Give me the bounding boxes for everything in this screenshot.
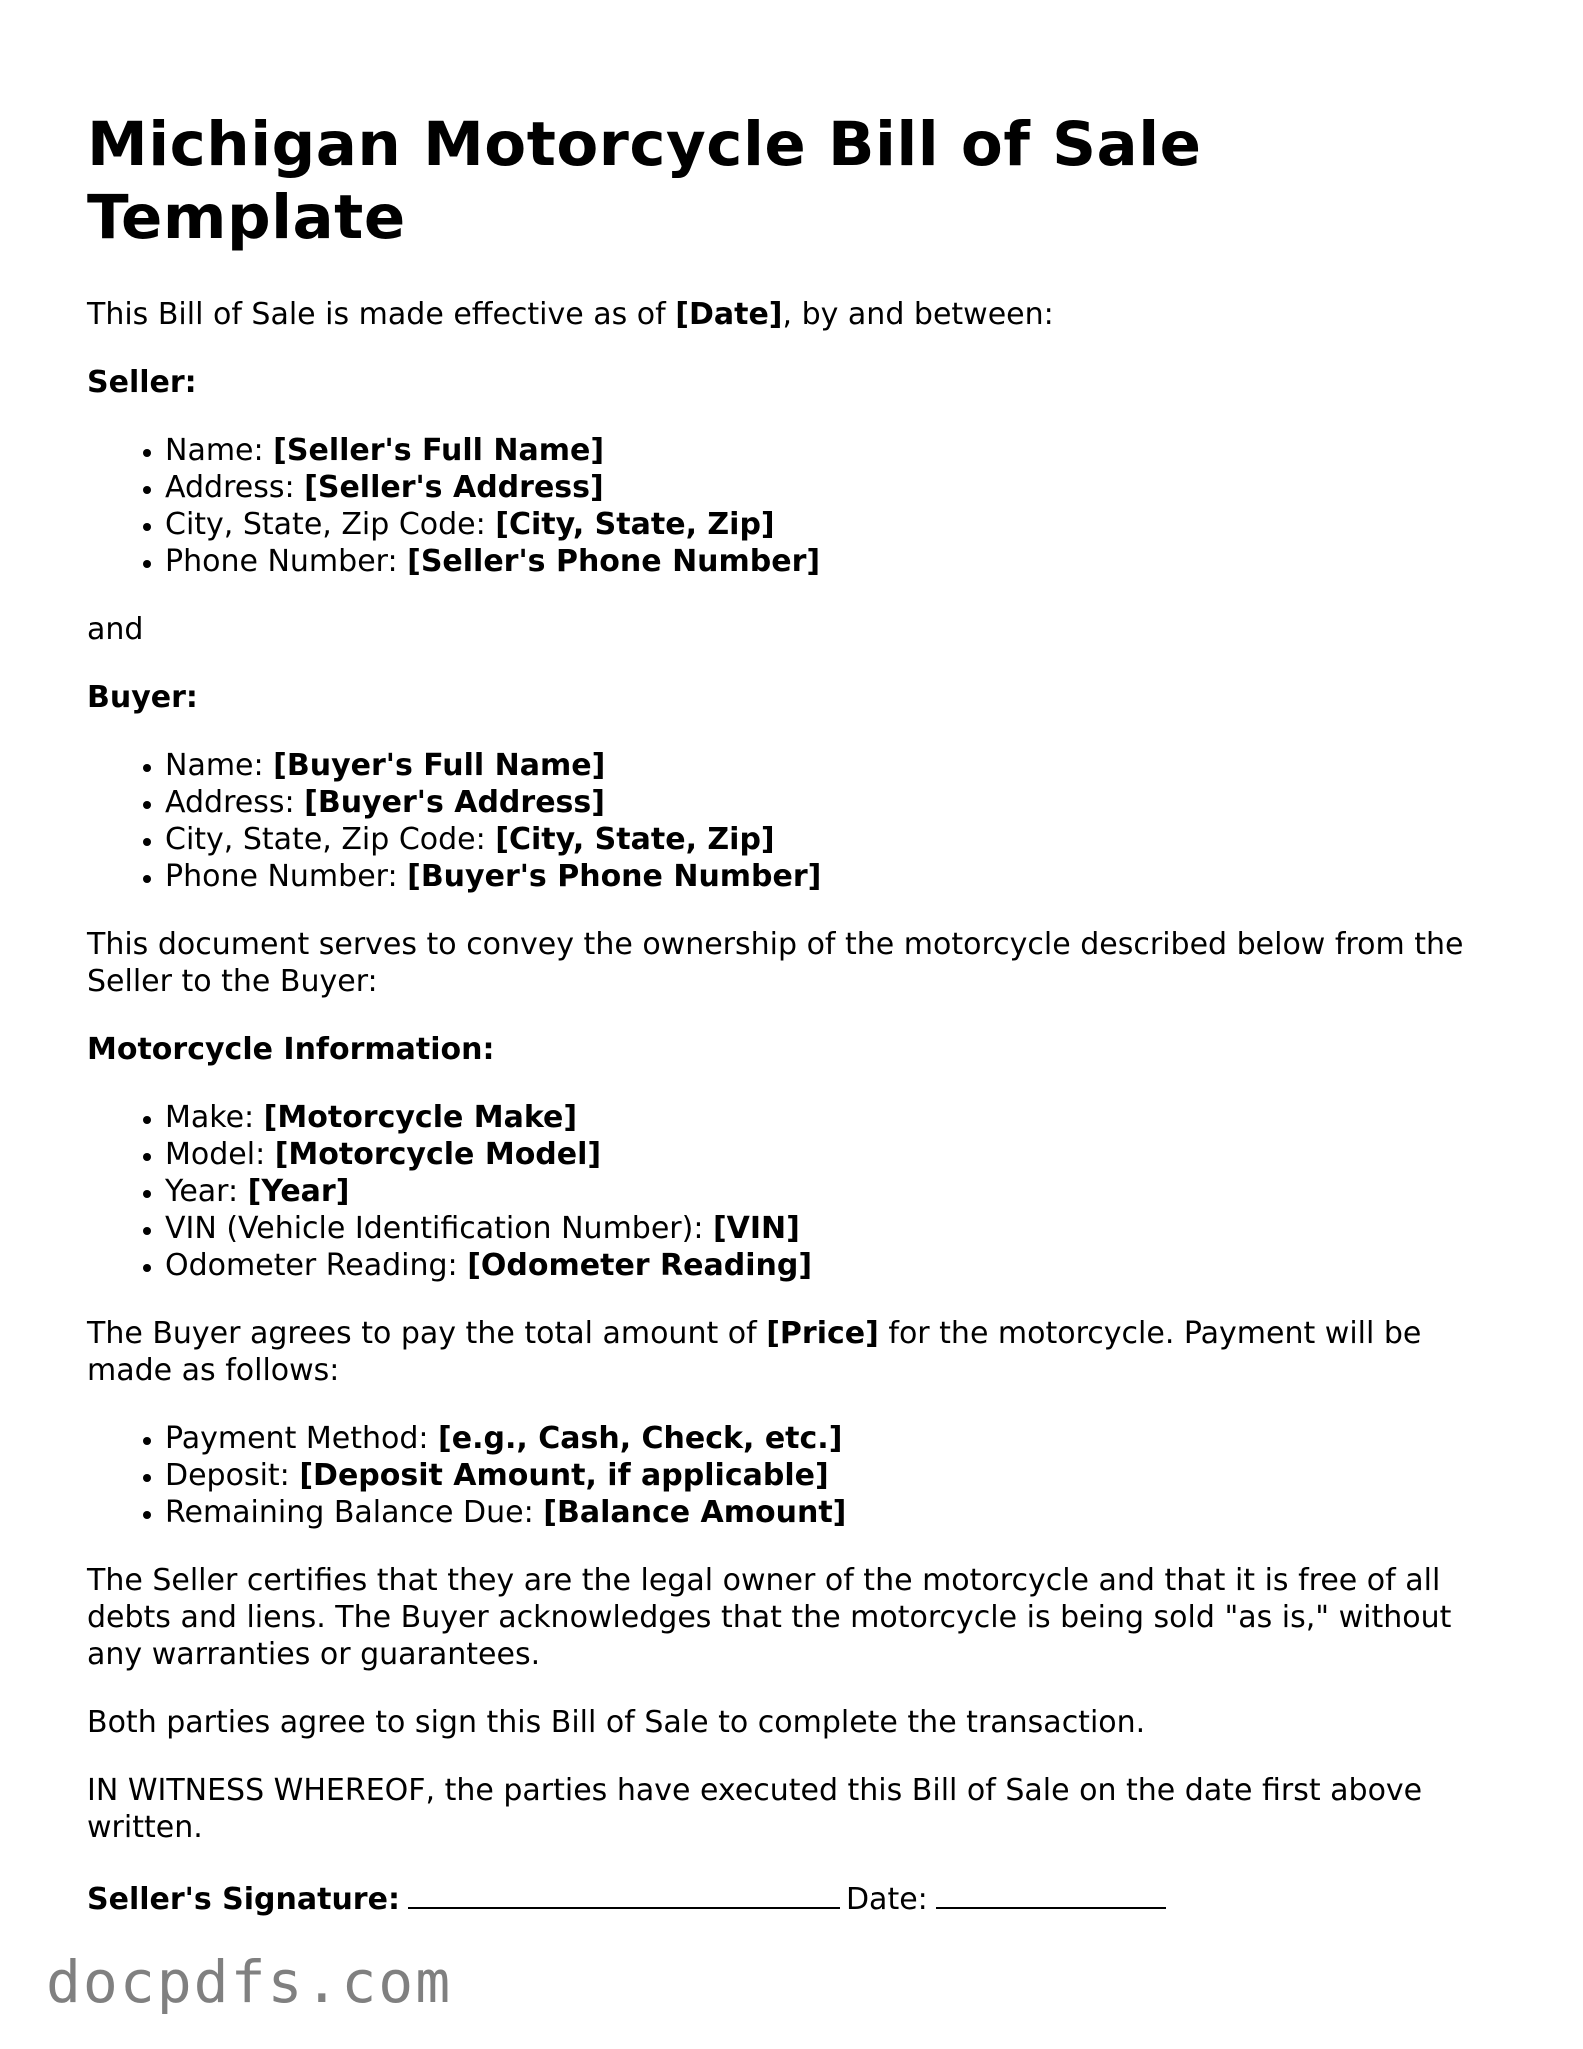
- field-value: [Seller's Phone Number]: [407, 544, 821, 579]
- payment-text-before: The Buyer agrees to pay the total amount of: [87, 1316, 767, 1351]
- list-item: [165, 506, 1507, 543]
- seller-heading: Seller:: [87, 365, 197, 400]
- seller-signature-row: [87, 1877, 1507, 1918]
- field-value: [Balance Amount]: [543, 1495, 847, 1530]
- certify-paragraph: The Seller certifies that they are the legal owner of the motorcycle and that it is free of all debts and liens. The Buyer acknowledges that the motorcycle is being sold "as is," without any warranties or guarantees.: [87, 1563, 1452, 1672]
- list-item: [165, 543, 1507, 580]
- buyer-fields-list: [87, 747, 1507, 895]
- field-value: [Motorcycle Model]: [274, 1137, 602, 1172]
- field-value: [Seller's Address]: [304, 470, 604, 505]
- intro-paragraph: [87, 296, 1507, 333]
- buyer-heading: Buyer:: [87, 680, 198, 715]
- list-item: [165, 1099, 1507, 1136]
- motorcycle-fields-list: [87, 1099, 1507, 1284]
- signature-date-line[interactable]: [936, 1877, 1166, 1909]
- document-page: [87, 108, 1507, 1949]
- field-label: Phone Number:: [165, 544, 408, 579]
- motorcycle-heading: Motorcycle Information:: [87, 1032, 495, 1067]
- field-value: [e.g., Cash, Check, etc.]: [438, 1421, 843, 1456]
- agree-paragraph: Both parties agree to sign this Bill of Sale to complete the transaction.: [87, 1705, 1146, 1740]
- list-item: [165, 747, 1507, 784]
- list-item: [165, 784, 1507, 821]
- date-placeholder: [Date]: [675, 297, 783, 332]
- field-value: [Odometer Reading]: [467, 1248, 813, 1283]
- field-label: Model:: [165, 1137, 275, 1172]
- list-item: [165, 432, 1507, 469]
- payment-text-after: for the motorcycle. Payment will be made as follows:: [87, 1316, 1422, 1388]
- field-label: City, State, Zip Code:: [165, 822, 496, 857]
- field-label: Name:: [165, 748, 274, 783]
- field-value: [Year]: [247, 1174, 350, 1209]
- field-label: Address:: [165, 785, 305, 820]
- price-placeholder: [Price]: [766, 1316, 879, 1351]
- field-label: Make:: [165, 1100, 264, 1135]
- list-item: [165, 1420, 1507, 1457]
- list-item: [165, 1136, 1507, 1173]
- watermark: docpdfs.com: [46, 1948, 453, 2016]
- list-item: [165, 1494, 1507, 1531]
- seller-signature-line[interactable]: [408, 1877, 840, 1909]
- field-value: [City, State, Zip]: [495, 822, 775, 857]
- list-item: [165, 1173, 1507, 1210]
- field-value: [Seller's Full Name]: [273, 433, 605, 468]
- field-label: VIN (Vehicle Identification Number):: [165, 1211, 713, 1246]
- list-item: [165, 1210, 1507, 1247]
- payment-intro-paragraph: [87, 1315, 1507, 1389]
- field-label: Address:: [165, 470, 305, 505]
- intro-text-before: This Bill of Sale is made effective as of: [87, 297, 676, 332]
- field-label: Year:: [165, 1174, 248, 1209]
- field-value: [City, State, Zip]: [495, 507, 775, 542]
- field-label: Remaining Balance Due:: [165, 1495, 544, 1530]
- seller-fields-list: [87, 432, 1507, 580]
- document-title: Michigan Motorcycle Bill of Sale Template: [87, 109, 1202, 253]
- field-label: City, State, Zip Code:: [165, 507, 496, 542]
- field-value: [Buyer's Address]: [304, 785, 605, 820]
- field-value: [Deposit Amount, if applicable]: [299, 1458, 829, 1493]
- intro-text-after: , by and between:: [782, 297, 1054, 332]
- and-text: and: [87, 612, 144, 647]
- field-label: Phone Number:: [165, 859, 408, 894]
- list-item: [165, 1247, 1507, 1284]
- list-item: [165, 469, 1507, 506]
- seller-signature-label: Seller's Signature:: [87, 1882, 400, 1917]
- witness-paragraph: IN WITNESS WHEREOF, the parties have executed this Bill of Sale on the date first above written.: [87, 1773, 1423, 1845]
- convey-paragraph: This document serves to convey the ownership of the motorcycle described below from the Seller to the Buyer:: [87, 927, 1464, 999]
- field-value: [VIN]: [712, 1211, 800, 1246]
- list-item: [165, 821, 1507, 858]
- list-item: [165, 858, 1507, 895]
- field-value: [Motorcycle Make]: [263, 1100, 578, 1135]
- field-value: [Buyer's Phone Number]: [407, 859, 822, 894]
- field-label: Payment Method:: [165, 1421, 439, 1456]
- field-label: Deposit:: [165, 1458, 300, 1493]
- payment-fields-list: [87, 1420, 1507, 1531]
- field-label: Name:: [165, 433, 274, 468]
- field-label: Odometer Reading:: [165, 1248, 468, 1283]
- signature-date-label: Date:: [845, 1882, 928, 1917]
- field-value: [Buyer's Full Name]: [273, 748, 606, 783]
- list-item: [165, 1457, 1507, 1494]
